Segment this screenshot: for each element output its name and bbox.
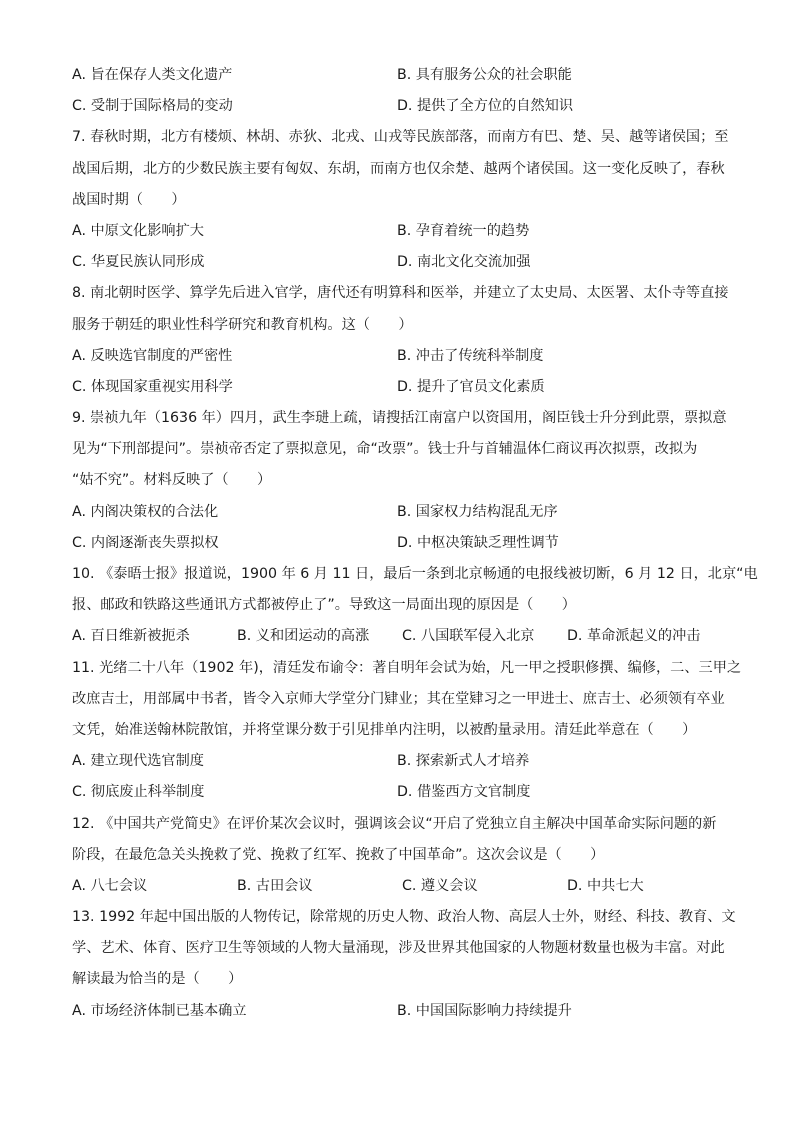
question-10: [72, 559, 758, 653]
q13-stem-line-3: 解读最为恰当的是（ ）: [72, 971, 243, 988]
q12-option-c[interactable]: C. 遵义会议: [402, 877, 478, 894]
q10-option-d[interactable]: D. 革命派起义的冲击: [567, 628, 701, 645]
q7-stem-line-3: 战国时期（ ）: [72, 191, 186, 208]
q10-stem-line-2: 报、邮政和铁路这些通讯方式都被停止了”。导致这一局面出现的原因是（ ）: [72, 597, 576, 614]
q9-option-d[interactable]: D. 中枢决策缺乏理性调节: [397, 534, 559, 551]
question-7: [72, 122, 732, 278]
q13-stem-line-1: 13. 1992 年起中国出版的人物传记，除常规的历史人物、政治人物、高层人士外，财经、科技、教育、文: [72, 909, 736, 926]
q10-options-row: [72, 621, 732, 652]
question-6-options-row-2: [72, 91, 732, 122]
q6-option-a[interactable]: A. 旨在保存人类文化遗产: [72, 67, 233, 83]
q11-options-row-2: [72, 777, 732, 808]
q11-stem-line-1: 11. 光绪二十八年（1902 年)，清廷发布谕令：著自明年会试为始，凡一甲之授职修撰、编修，二、三甲之: [72, 659, 742, 676]
q12-stem-line-2: 阶段，在最危急关头挽救了党、挽救了红军、挽救了中国革命”。这次会议是（ ）: [72, 846, 605, 863]
q8-options-row-1: [72, 341, 732, 372]
question-9: [72, 403, 732, 559]
q10-option-a[interactable]: A. 百日维新被扼杀: [72, 628, 190, 645]
q7-option-c[interactable]: C. 华夏民族认同形成: [72, 254, 205, 271]
q7-option-d[interactable]: D. 南北文化交流加强: [397, 254, 531, 271]
q8-stem-line-1: 8. 南北朝时医学、算学先后进入官学，唐代还有明算科和医举，并建立了太史局、太医署、太仆寺等直接: [72, 285, 729, 302]
q8-stem-line-2: 服务于朝廷的职业性科学研究和教育机构。这（ ）: [72, 316, 413, 333]
q9-option-a[interactable]: A. 内阁决策权的合法化: [72, 503, 219, 520]
q12-option-d[interactable]: D. 中共七大: [567, 877, 644, 894]
q9-options-row-2: [72, 528, 732, 559]
q13-option-b[interactable]: B. 中国国际影响力持续提升: [397, 1002, 572, 1019]
q8-option-d[interactable]: D. 提升了官员文化素质: [397, 378, 545, 395]
question-6-options-row-1: [72, 60, 732, 91]
q11-stem-line-2: 改庶吉士，用部属中书者，皆令入京师大学堂分门肄业；其在堂肄习之一甲进士、庶吉士、必须领有卒业: [72, 690, 725, 707]
exam-page: [72, 60, 758, 1027]
q8-option-b[interactable]: B. 冲击了传统科举制度: [397, 347, 544, 364]
q11-options-row-1: [72, 746, 732, 777]
q8-option-c[interactable]: C. 体现国家重视实用科学: [72, 378, 233, 395]
q10-stem-line-1: 10. 《泰晤士报》报道说，1900 年 6 月 11 日，最后一条到北京畅通的电报线被切断，6 月 12 日，北京“电: [72, 566, 758, 582]
q7-option-b[interactable]: B. 孕育着统一的趋势: [397, 222, 530, 239]
q9-option-b[interactable]: B. 国家权力结构混乱无序: [397, 503, 558, 520]
q9-stem-line-1: 9. 崇祯九年（1636 年）四月，武生李琎上疏，请搜括江南富户以资国用，阁臣钱士升分到此票，票拟意: [72, 410, 727, 427]
question-8: [72, 278, 732, 403]
question-12: [72, 809, 732, 903]
q13-stem-line-2: 学、艺术、体育、医疗卫生等领域的人物大量涌现，涉及世界其他国家的人物题材数量也极为丰富。对此: [72, 940, 725, 957]
q13-options-row-1: [72, 996, 732, 1027]
q9-options-row-1: [72, 497, 732, 528]
question-11: [72, 653, 742, 809]
q9-stem-line-2: 见为“下刑部提问”。崇祯帝否定了票拟意见，命“改票”。钱士升与首辅温体仁商议再次拟票，改拟为: [72, 441, 698, 458]
q9-option-c[interactable]: C. 内阁逐渐丧失票拟权: [72, 534, 219, 551]
q6-option-c[interactable]: C. 受制于国际格局的变动: [72, 98, 233, 115]
q11-option-d[interactable]: D. 借鉴西方文官制度: [397, 784, 531, 801]
q10-option-c[interactable]: C. 八国联军侵入北京: [402, 628, 535, 645]
q12-options-row: [72, 871, 732, 902]
q11-option-b[interactable]: B. 探索新式人才培养: [397, 753, 530, 770]
q12-stem-line-1: 12. 《中国共产党简史》在评价某次会议时，强调该会议“开启了党独立自主解决中国革命实际问题的新: [72, 815, 717, 832]
q7-option-a[interactable]: A. 中原文化影响扩大: [72, 222, 204, 239]
q8-options-row-2: [72, 372, 732, 403]
q8-option-a[interactable]: A. 反映选官制度的严密性: [72, 347, 233, 364]
q7-options-row-1: [72, 216, 732, 247]
question-13: [72, 902, 736, 1027]
q10-option-b[interactable]: B. 义和团运动的高涨: [237, 628, 370, 645]
q11-option-c[interactable]: C. 彻底废止科举制度: [72, 784, 205, 801]
q11-option-a[interactable]: A. 建立现代选官制度: [72, 753, 204, 770]
q7-stem-line-1: 7. 春秋时期，北方有楼烦、林胡、赤狄、北戎、山戎等民族部落，而南方有巴、楚、吴、越等诸侯国；至: [72, 129, 729, 146]
q13-option-a[interactable]: A. 市场经济体制已基本确立: [72, 1002, 247, 1019]
q6-option-b[interactable]: B. 具有服务公众的社会职能: [397, 67, 572, 83]
q12-option-a[interactable]: A. 八七会议: [72, 877, 148, 894]
q6-option-d[interactable]: D. 提供了全方位的自然知识: [397, 98, 574, 115]
q7-options-row-2: [72, 247, 732, 278]
q12-option-b[interactable]: B. 古田会议: [237, 877, 313, 894]
q7-stem-line-2: 战国后期，北方的少数民族主要有匈奴、东胡，而南方也仅余楚、越两个诸侯国。这一变化反映了，春秋: [72, 160, 725, 177]
q9-stem-line-3: “姑不究”。材料反映了（ ）: [72, 472, 272, 489]
q11-stem-line-3: 文凭，始准送翰林院散馆，并将堂课分数于引见排单内注明，以被酌量录用。清廷此举意在（ ）: [72, 721, 697, 738]
